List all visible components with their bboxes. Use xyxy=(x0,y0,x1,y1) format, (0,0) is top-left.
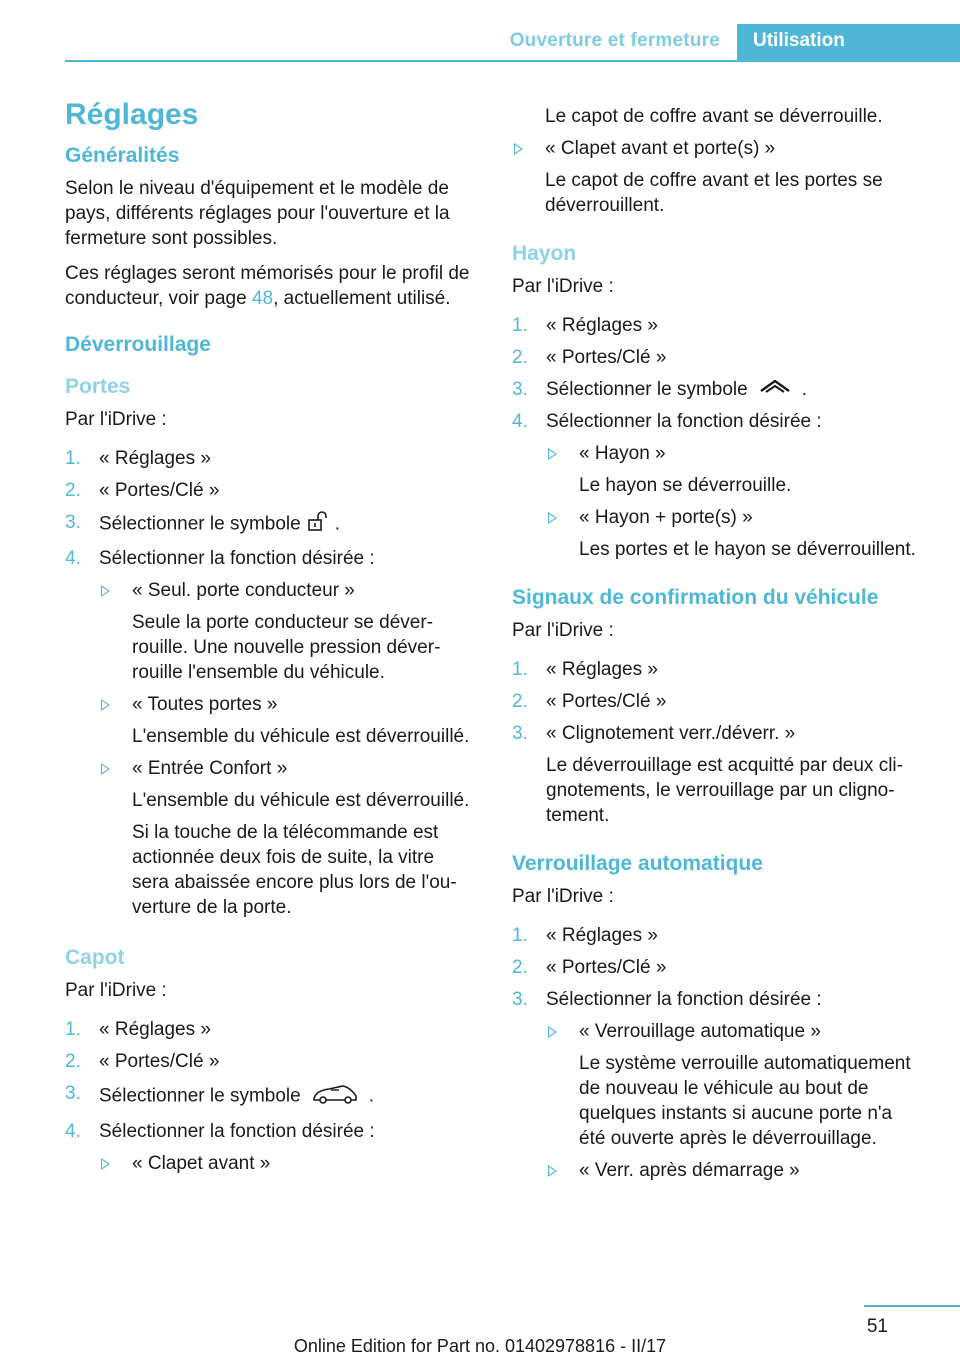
step-number: 2. xyxy=(512,347,528,368)
step-text: . xyxy=(334,513,340,535)
step-number: 2. xyxy=(65,480,81,501)
step-number: 1. xyxy=(65,1019,81,1040)
step-text: « Réglages » xyxy=(546,659,658,681)
step-number: 3. xyxy=(65,512,81,533)
paragraph-text: , actuellement utilisé. xyxy=(273,288,451,309)
heading-generalites: Généralités xyxy=(65,144,180,167)
option-description: Le système verrouille automatiquement de nouveau le véhicule au bout de quelques instants si aucune porte n'a été ouverte après le déverrouillage. xyxy=(579,1053,911,1150)
option-label: « Toutes portes » xyxy=(132,694,278,715)
step-number: 3. xyxy=(512,723,528,745)
list-item xyxy=(99,578,475,685)
step-text: Sélectionner le symbole xyxy=(99,513,301,535)
option-label: « Entrée Confort » xyxy=(132,758,288,779)
list-item xyxy=(512,689,922,714)
list-item xyxy=(546,505,922,562)
option-description: Le capot de coffre avant se déverrouille. xyxy=(545,106,883,127)
paragraph-generalites-2 xyxy=(65,261,475,311)
step-text: « Portes/Clé » xyxy=(546,347,667,368)
list-item xyxy=(99,692,475,749)
intro-portes: Par l'iDrive : xyxy=(65,409,167,430)
page-number: 51 xyxy=(866,1316,888,1337)
step-number: 3. xyxy=(65,1083,81,1104)
list-item xyxy=(512,409,922,562)
list-item xyxy=(512,657,922,682)
list-item xyxy=(512,721,922,828)
step-text: « Réglages » xyxy=(546,925,658,947)
step-text: « Portes/Clé » xyxy=(546,691,667,713)
option-description: L'ensemble du véhicule est déverrouillé. xyxy=(132,790,470,811)
page-title: Réglages xyxy=(65,98,199,131)
list-item xyxy=(65,1049,475,1074)
right-column xyxy=(512,104,922,1190)
page-link-48[interactable]: 48 xyxy=(251,288,274,309)
step-text: Sélectionner le symbole xyxy=(546,379,748,400)
heading-portes: Portes xyxy=(65,375,131,398)
steps-capot xyxy=(65,1017,475,1176)
list-item xyxy=(65,1017,475,1042)
option-label: « Clapet avant » xyxy=(132,1153,271,1174)
step-number: 2. xyxy=(512,691,528,713)
list-item xyxy=(65,546,475,920)
paragraph-generalites-1: Selon le niveau d'équipement et le modèle de pays, différents réglages pour l'ouverture et la fermeture sont possibles. xyxy=(65,178,450,249)
step-text: « Réglages » xyxy=(99,448,211,469)
list-item xyxy=(512,313,922,338)
step-text: Sélectionner la fonction désirée : xyxy=(99,548,375,569)
step-text: Sélectionner la fonction désirée : xyxy=(99,1121,375,1142)
list-item xyxy=(65,478,475,503)
header-chapter-tab: Utilisation xyxy=(737,24,960,62)
heading-verrouillage-auto: Verrouillage automatique xyxy=(512,852,763,876)
step-text: Sélectionner le symbole xyxy=(99,1085,301,1107)
options-capot xyxy=(99,1151,475,1176)
bullet-triangle-icon xyxy=(514,143,523,155)
heading-deverrouillage: Déverrouillage xyxy=(65,333,211,356)
bullet-triangle-icon xyxy=(548,512,557,524)
option-description: Si la touche de la télécommande est actionnée deux fois de suite, la vitre sera abaissée encore plus lors de l'ouverture de la porte. xyxy=(132,822,457,918)
option-description: Le capot de coffre avant et les portes se déverrouillent. xyxy=(545,170,883,216)
step-number: 4. xyxy=(512,411,528,433)
option-description: Seule la porte conducteur se déverrouille. Une nouvelle pression déverrouille l'ensemble du véhicule. xyxy=(132,612,441,683)
list-item xyxy=(65,510,475,539)
step-number: 1. xyxy=(512,925,528,947)
intro-hayon: Par l'iDrive : xyxy=(512,276,614,297)
option-label: « Hayon + porte(s) » xyxy=(579,507,753,529)
steps-signaux xyxy=(512,657,922,828)
options-hayon xyxy=(546,441,922,562)
list-item xyxy=(65,1081,475,1112)
list-item xyxy=(99,1151,475,1176)
car-front-icon xyxy=(311,1081,359,1112)
steps-verrouillage-auto xyxy=(512,923,922,1183)
step-number: 1. xyxy=(512,315,528,336)
step-text: « Portes/Clé » xyxy=(546,957,667,979)
list-item xyxy=(512,923,922,948)
heading-hayon: Hayon xyxy=(512,242,577,265)
step-text: . xyxy=(801,379,807,400)
list-item xyxy=(512,955,922,980)
bullet-triangle-icon xyxy=(101,699,110,711)
step-number: 1. xyxy=(65,448,81,469)
list-item xyxy=(65,446,475,471)
heading-signaux: Signaux de confirmation du véhicule xyxy=(512,586,879,610)
step-text: Sélectionner la fonction désirée : xyxy=(546,989,822,1011)
list-item xyxy=(65,1119,475,1176)
step-number: 3. xyxy=(512,379,528,400)
step-text: . xyxy=(368,1085,374,1107)
list-item xyxy=(546,1019,922,1151)
header-divider xyxy=(65,60,960,62)
options-verrouillage-auto xyxy=(546,1019,922,1183)
option-label: « Verrouillage automatique » xyxy=(579,1021,821,1043)
option-description: L'ensemble du véhicule est déverrouillé. xyxy=(132,726,470,747)
step-text: « Clignotement verr./déverr. » xyxy=(546,723,796,745)
options-capot-continued xyxy=(512,104,922,218)
tailgate-chevron-icon xyxy=(758,377,792,402)
option-label: « Verr. après démarrage » xyxy=(579,1160,800,1182)
option-label: « Seul. porte conducteur » xyxy=(132,580,355,601)
options-portes xyxy=(99,578,475,920)
bullet-triangle-icon xyxy=(101,763,110,775)
step-number: 3. xyxy=(512,989,528,1011)
option-description: Le hayon se déverrouille. xyxy=(579,475,792,497)
step-text: « Réglages » xyxy=(99,1019,211,1040)
step-text: Sélectionner la fonction désirée : xyxy=(546,411,822,433)
list-item xyxy=(546,1158,922,1183)
intro-capot: Par l'iDrive : xyxy=(65,980,167,1001)
left-column xyxy=(65,98,475,1183)
step-number: 1. xyxy=(512,659,528,681)
step-number: 2. xyxy=(512,957,528,979)
header-section-title: Ouverture et fermeture xyxy=(509,30,720,51)
paragraph-text: Ces réglages seront mémorisés pour le profil de conducteur, voir page xyxy=(65,263,470,309)
list-item xyxy=(512,136,922,218)
option-label: « Clapet avant et porte(s) » xyxy=(545,138,776,159)
unlock-icon xyxy=(307,510,329,539)
step-number: 4. xyxy=(65,548,81,569)
list-item xyxy=(512,104,922,129)
bullet-triangle-icon xyxy=(548,448,557,460)
step-text: « Portes/Clé » xyxy=(99,1051,220,1072)
footer-edition: Online Edition for Part no. 01402978816 - II/17 xyxy=(293,1336,667,1356)
intro-verrouillage-auto: Par l'iDrive : xyxy=(512,886,614,908)
step-number: 2. xyxy=(65,1051,81,1072)
list-item xyxy=(512,377,922,402)
bullet-triangle-icon xyxy=(548,1165,557,1177)
heading-capot: Capot xyxy=(65,946,125,969)
bullet-triangle-icon xyxy=(101,585,110,597)
bullet-triangle-icon xyxy=(101,1158,110,1170)
bullet-triangle-icon xyxy=(548,1026,557,1038)
step-number: 4. xyxy=(65,1121,81,1142)
intro-signaux: Par l'iDrive : xyxy=(512,620,614,642)
option-label: « Hayon » xyxy=(579,443,666,465)
step-description: Le déverrouillage est acquitté par deux clignotements, le verrouillage par un clignotement. xyxy=(546,755,903,827)
steps-portes xyxy=(65,446,475,920)
list-item xyxy=(512,987,922,1183)
option-description: Les portes et le hayon se déverrouillent. xyxy=(579,539,916,561)
steps-hayon xyxy=(512,313,922,562)
list-item xyxy=(546,441,922,498)
list-item xyxy=(512,345,922,370)
step-text: « Réglages » xyxy=(546,315,658,336)
footer-divider xyxy=(864,1305,960,1307)
step-text: « Portes/Clé » xyxy=(99,480,220,501)
list-item xyxy=(99,756,475,920)
